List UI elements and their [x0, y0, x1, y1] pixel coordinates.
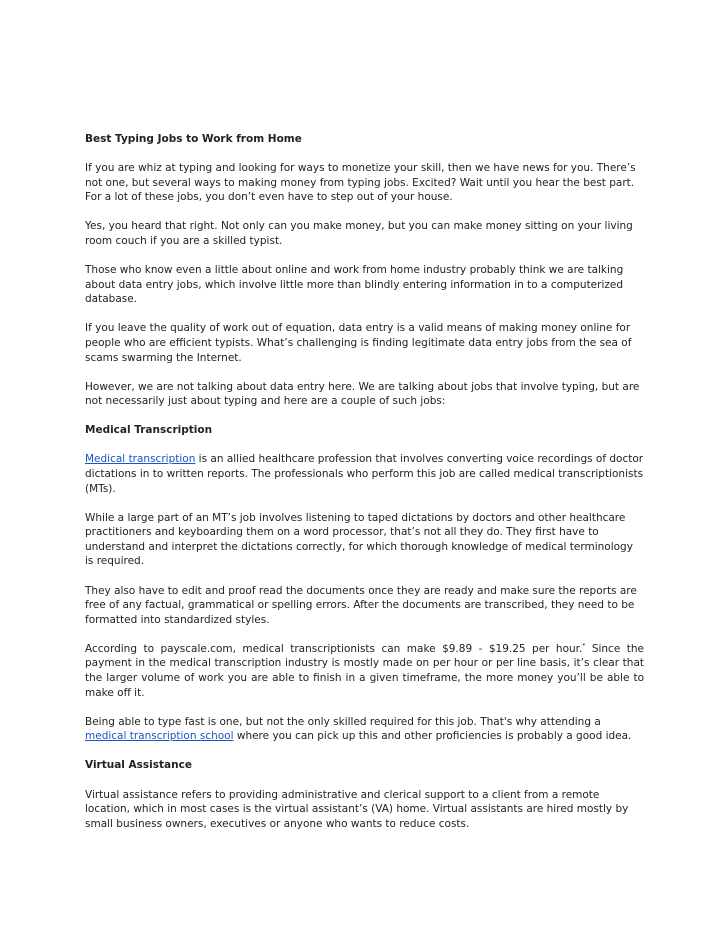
intro-paragraph-3: Those who know even a little about online and work from home industry probably think we are talking about data entry jobs, which involve little more than blindly entering information in to a computerized database. — [85, 264, 624, 306]
medical-transcription-link[interactable]: Medical transcription — [85, 453, 196, 466]
medical-paragraph-5-text: Being able to type fast is one, but not the only skilled required for this job. That's why attending a — [85, 715, 601, 728]
medical-paragraph-5 — [85, 715, 644, 744]
salary-text-continued: Since the payment in the medical transcription industry is mostly made on per hour or per line basis, it’s clear that the larger volume of work you are able to finish in a given timeframe, the more money you’ll be able to make off it. — [85, 642, 644, 699]
intro-paragraph-2: Yes, you heard that right. Not only can you make money, but you can make money sitting on your living room couch if you are a skilled typist. — [85, 220, 633, 247]
document-title: Best Typing Jobs to Work from Home — [85, 133, 302, 145]
medical-paragraph-2: While a large part of an MT’s job involves listening to taped dictations by doctors and other healthcare practitioners and keyboarding them on a word processor, that’s not all they do. They first have to understand and interpret the dictations correctly, for which thorough knowledge of medical terminology is required. — [85, 511, 633, 568]
medical-transcription-heading: Medical Transcription — [85, 424, 213, 437]
intro-paragraph-1: If you are whiz at typing and looking for ways to monetize your skill, then we have news for you. There’s not one, but several ways to making money from typing jobs. Excited? Wait until you hear the best part. For a lot of these jobs, you don’t even have to step out of your house. — [85, 162, 636, 204]
intro-paragraph-4: If you leave the quality of work out of equation, data entry is a valid means of making money online for people who are efficient typists. What’s challenging is finding legitimate data entry jobs from the sea of scams swarming the Internet. — [85, 322, 632, 364]
medical-paragraph-1 — [85, 452, 644, 496]
medical-paragraph-3: They also have to edit and proof read the documents once they are ready and make sure the reports are free of any factual, grammatical or spelling errors. After the documents are transcribed, they need to be formatted into standardized styles. — [85, 584, 637, 626]
intro-paragraph-5: However, we are not talking about data entry here. We are talking about jobs that involve typing, but are not necessarily just about typing and here are a couple of such jobs: — [85, 380, 640, 408]
virtual-assistance-heading: Virtual Assistance — [85, 759, 192, 772]
salary-text: According to payscale.com, medical transcriptionists can make $9.89 - $19.25 per hour. — [85, 642, 583, 655]
virtual-paragraph-1: Virtual assistance refers to providing administrative and clerical support to a client from a remote location, which in most cases is the virtual assistant’s (VA) home. Virtual assistants are hired mostly by small business owners, executives or anyone who wants to reduce costs. — [85, 788, 629, 830]
document-page — [85, 132, 644, 846]
footnote-marker: * — [582, 642, 586, 650]
medical-paragraph-1-text: is an allied healthcare profession that involves converting voice recordings of doctor dictations in to written reports. The professionals who perform this job are called medical transcriptionists (MTs). — [85, 453, 644, 495]
medical-paragraph-5-text-end: where you can pick up this and other proficiencies is probably a good idea. — [233, 730, 632, 743]
medical-transcription-school-link[interactable]: medical transcription school — [85, 730, 234, 743]
medical-paragraph-4 — [85, 642, 644, 700]
